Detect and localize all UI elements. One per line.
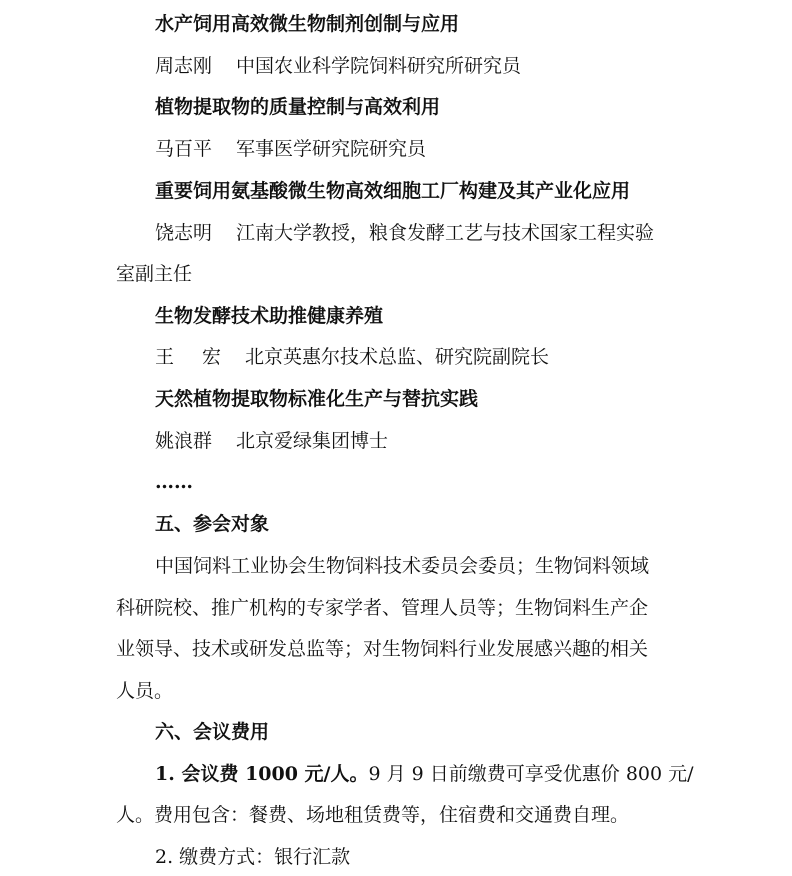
speaker-3-title: 江南大学教授，粮食发酵工艺与技术国家工程实验 [236, 222, 655, 244]
speaker-4-info [155, 345, 549, 369]
speaker-3-title-continued: 室副主任 [116, 263, 193, 285]
speaker-1-topic: 水产饲用高效微生物制剂创制与应用 [155, 13, 460, 35]
section-5-line-4: 人员。 [116, 680, 174, 702]
speaker-3-topic: 重要饲用氨基酸微生物高效细胞工厂构建及其产业化应用 [155, 180, 631, 202]
meeting-fee: 1. 会议费 1000 元/人。 [155, 763, 369, 785]
section-5-line-2: 科研院校、推广机构的专家学者、管理人员等；生物饲料生产企 [116, 597, 649, 619]
speaker-5-title: 北京爱绿集团博士 [236, 430, 389, 452]
section-6-item-2: 2. 缴费方式：银行汇款 [155, 846, 351, 868]
speaker-1-title: 中国农业科学院饲料研究所研究员 [236, 55, 522, 77]
speaker-2-topic: 植物提取物的质量控制与高效利用 [155, 96, 441, 118]
speaker-4-name-last: 宏 [202, 346, 222, 368]
speaker-2-title: 军事医学研究院研究员 [236, 138, 427, 160]
speaker-2-name: 马百平 [155, 138, 213, 160]
speaker-2-info [155, 137, 426, 161]
speaker-5-topic: 天然植物提取物标准化生产与替抗实践 [155, 388, 479, 410]
speaker-3-name: 饶志明 [155, 222, 213, 244]
ellipsis: …… [155, 471, 193, 493]
speaker-5-name: 姚浪群 [155, 430, 213, 452]
speaker-5-info [155, 429, 388, 453]
section-5-heading: 五、参会对象 [155, 513, 270, 535]
speaker-1-info [155, 54, 521, 78]
section-6-item-1 [155, 762, 694, 786]
speaker-3-info [155, 221, 654, 245]
section-5-line-1: 中国饲料工业协会生物饲料技术委员会委员；生物饲料领域 [155, 555, 650, 577]
section-6-item-1-continued: 人。费用包含：餐费、场地租赁费等，住宿费和交通费自理。 [116, 804, 630, 826]
early-bird-price: 9 月 9 日前缴费可享受优惠价 800 元/ [368, 763, 694, 785]
section-6-heading: 六、会议费用 [155, 721, 270, 743]
speaker-4-name-first: 王 [155, 346, 175, 368]
speaker-4-title: 北京英惠尔技术总监、研究院副院长 [245, 346, 550, 368]
speaker-1-name: 周志刚 [155, 55, 213, 77]
section-5-line-3: 业领导、技术或研发总监等；对生物饲料行业发展感兴趣的相关 [116, 638, 649, 660]
speaker-4-topic: 生物发酵技术助推健康养殖 [155, 305, 384, 327]
